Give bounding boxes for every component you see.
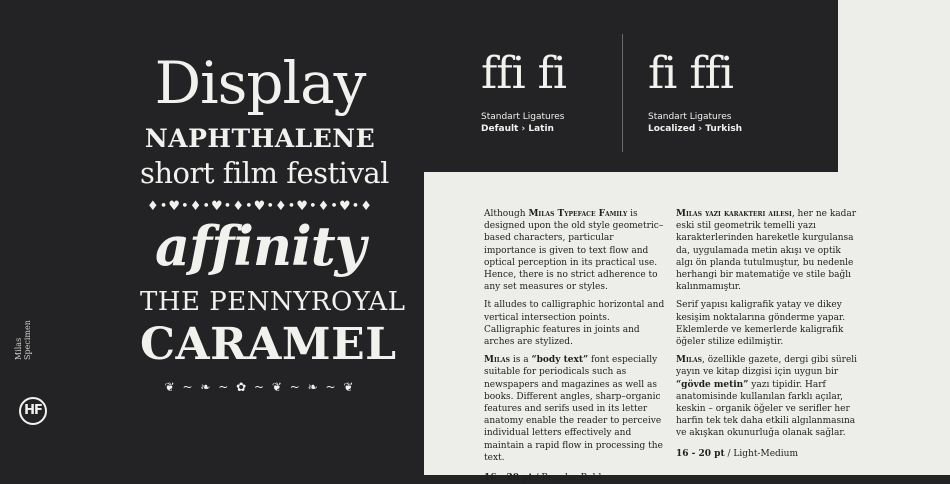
turkish-text-column bbox=[676, 208, 859, 460]
spec-separator: / bbox=[724, 448, 734, 459]
text-run: , özellikle gazete, dergi gibi süreli yayın ve kitap dizgisi için uygun bir bbox=[676, 355, 858, 378]
brand-name: Milas yazı karakteri ailesi bbox=[676, 209, 792, 219]
english-paragraph-1 bbox=[484, 208, 667, 293]
vertical-caption-line1: Milas bbox=[14, 337, 23, 360]
spec-weights: Regular-Bold bbox=[541, 473, 602, 484]
vertical-caption bbox=[14, 320, 34, 360]
spec-weights: Light-Medium bbox=[733, 448, 798, 459]
ligature-caption-title: Standart Ligatures bbox=[481, 112, 565, 122]
specimen-stack bbox=[140, 49, 406, 394]
text-run: font especially suitable for periodicals such as newspapers and magazines as well as books. Different angles, sharp–organic features and serifs used in its letter anatomy enable the reader to perceive individual letters effectively and maintain a rapid flow in processing the text. bbox=[484, 355, 663, 463]
turkish-spec-line bbox=[676, 448, 859, 460]
ligature-caption-sub: Default › Latin bbox=[481, 124, 554, 134]
turkish-paragraph-2: Serif yapısı kaligrafik yatay ve dikey kesişim noktalarına gönderme yapar. Eklemlerde ve kemerlerde kaligrafik öğeler stilize edilmiştir. bbox=[676, 300, 846, 348]
ligature-caption-default bbox=[481, 111, 566, 135]
turkish-paragraph-3 bbox=[676, 354, 859, 439]
text-run: is a bbox=[509, 355, 532, 366]
foundry-logo-icon bbox=[19, 397, 47, 425]
specimen-affinity: affinity bbox=[154, 214, 366, 278]
specimen-naphthalene: NAPHTHALENE bbox=[144, 124, 376, 153]
specimen-short-film: short film festival bbox=[140, 156, 389, 190]
specimen-display: Display bbox=[154, 49, 366, 117]
ligature-divider bbox=[622, 34, 623, 152]
english-paragraph-3 bbox=[484, 354, 667, 464]
text-run: yazı tipidir. Harf anatomisinde kullanılan farklı açılar, keskin – organik öğeler ve serifler her harfin tek tek daha etkili algılanmasına ve akışkan okunurluğa olanak sağlar. bbox=[676, 379, 856, 439]
ligature-panel-localized bbox=[648, 48, 743, 135]
specimen-caramel: CARAMEL bbox=[140, 319, 397, 370]
ligature-caption-localized bbox=[648, 111, 742, 135]
ligature-caption-sub: Localized › Turkish bbox=[648, 124, 743, 134]
text-run: , her ne kadar eski stil geometrik temelli yazı karakterlerinden hareketle kurgulansa da, uygulamada metin akışı ve optik algı ön planda tutulmuştur, bu nedenle herhangi bir matematiğe ve stile bağlı kalınmamıştır. bbox=[676, 209, 857, 293]
english-text-column bbox=[484, 208, 667, 484]
light-panel-top bbox=[838, 0, 950, 172]
emphasis: “body text” bbox=[531, 355, 589, 366]
text-run: is designed upon the old style geometric–based characters, particular importance is given to text flow and optical perception in its practical use. Hence, there is no strict adherence to any set measures or styles. bbox=[484, 209, 664, 293]
ligature-caption-title: Standart Ligatures bbox=[648, 112, 732, 122]
specimen-ornament-row: ♦•♥•♦•♥•♦•♥•♦•♥•♦•♥•♦ bbox=[147, 199, 373, 214]
ligature-glyphs-localized: fi ffi bbox=[648, 48, 733, 99]
turkish-paragraph-1 bbox=[676, 208, 859, 293]
spec-size: 16 - 20 pt bbox=[676, 448, 725, 459]
spec-size: 16 - 20 pt bbox=[484, 473, 533, 484]
brand-name: Milas bbox=[484, 355, 510, 366]
specimen-ornament-row-2: ❦ ~ ❧ ~ ✿ ~ ❦ ~ ❧ ~ ❦ bbox=[164, 380, 356, 394]
english-paragraph-2: It alludes to calligraphic horizontal and vertical intersection points. Calligraphic features in joints and arches are stylized. bbox=[484, 300, 665, 348]
emphasis: “gövde metin” bbox=[676, 379, 749, 390]
ligature-panel-default bbox=[481, 48, 566, 135]
logo-text: HF bbox=[24, 403, 42, 418]
english-spec-line bbox=[484, 472, 667, 484]
specimen-pennyroyal: THE PENNYROYAL bbox=[140, 287, 406, 317]
ligature-glyphs-default: ffi fi bbox=[481, 48, 566, 99]
spec-separator: / bbox=[532, 473, 542, 484]
brand-name: Milas bbox=[676, 355, 702, 366]
brand-name: Milas Typeface Family bbox=[528, 209, 628, 219]
vertical-caption-line2: Specimen bbox=[23, 320, 32, 360]
text-run: Although bbox=[484, 209, 529, 219]
